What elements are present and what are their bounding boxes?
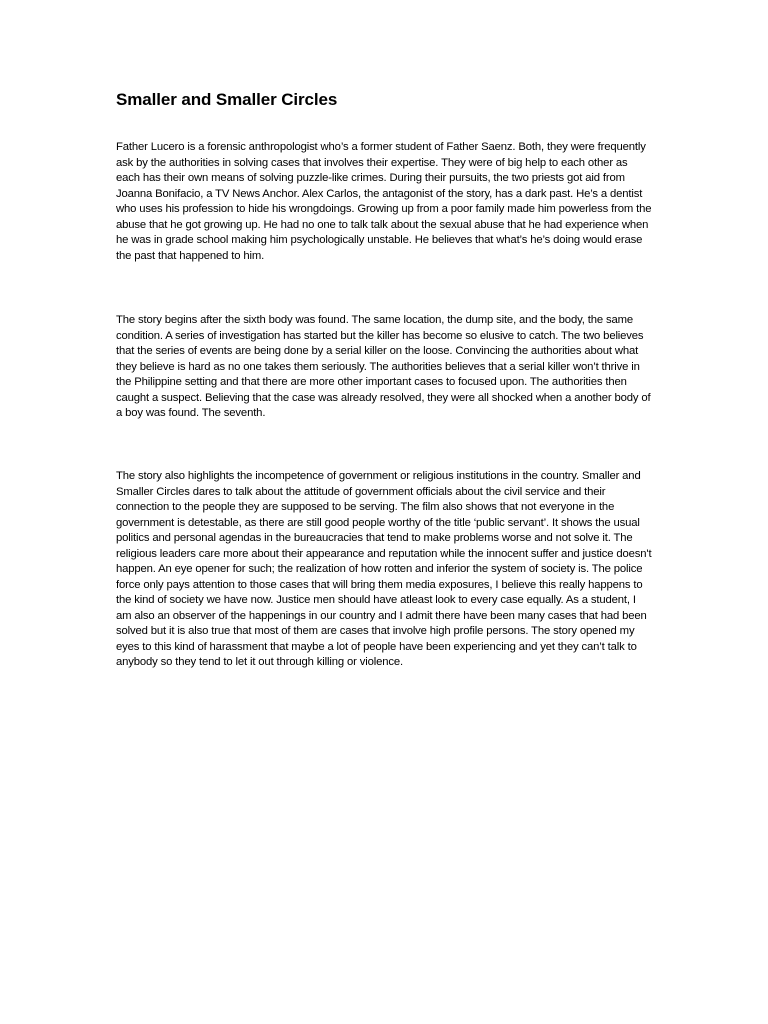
- paragraph-2: The story begins after the sixth body was found. The same location, the dump site, and the body, the same condition. A series of investigation has started but the killer has become so elusive to catch. The two believes that the series of events are being done by a serial killer on the loose. Convincing the authorities about what they believe is hard as no one takes them seriously. The authorities believes that a serial killer won’t thrive in the Philippine setting and that there are more other important cases to focused upon. The authorities then caught a suspect. Believing that the case was already resolved, they were all shocked when a another body of a boy was found. The seventh.: [116, 314, 651, 419]
- paragraph-1: Father Lucero is a forensic anthropologist who’s a former student of Father Saenz. Both, they were frequently ask by the authorities in solving cases that involves their expertise. They were of big help to each other as each has their own means of solving puzzle-like crimes. During their pursuits, the two priests got aid from Joanna Bonifacio, a TV News Anchor. Alex Carlos, the antagonist of the story, has a dark past. He’s a dentist who uses his profession to hide his wrongdoings. Growing up from a poor family made him powerless from the abuse that he got growing up. He had no one to talk talk about the sexual abuse that he had experience when he was in grade school making him psychologically unstable. He believes that what’s he’s doing would erase the past that happened to him.: [116, 141, 652, 262]
- paragraph-3: The story also highlights the incompetence of government or religious institutions in the country. Smaller and Smaller Circles dares to talk about the attitude of government officials about the civil service and their connection to the people they are supposed to be serving. The film also shows that not everyone in the government is detestable, as there are still good people worthy of the title ‘public servant’. It shows the usual politics and personal agendas in the bureaucracies that tend to make problems worse and not solve it. The religious leaders care more about their appearance and reputation while the innocent suffer and justice doesn't happen. An eye opener for such; the realization of how rotten and inferior the system of society is. The police force only pays attention to those cases that will bring them media exposures, I believe this really happens to the kind of society we have now. Justice men should have atleast look to every case equally. As a student, I am also an observer of the happenings in our country and I admit there have been many cases that had been solved but it is also true that most of them are cases that involve high profile persons. The story opened my eyes to this kind of harassment that maybe a lot of people have been experiencing and yet they can’t talk to anybody so they tend to let it out through killing or violence.: [116, 470, 652, 668]
- document-title: Smaller and Smaller Circles: [116, 90, 338, 109]
